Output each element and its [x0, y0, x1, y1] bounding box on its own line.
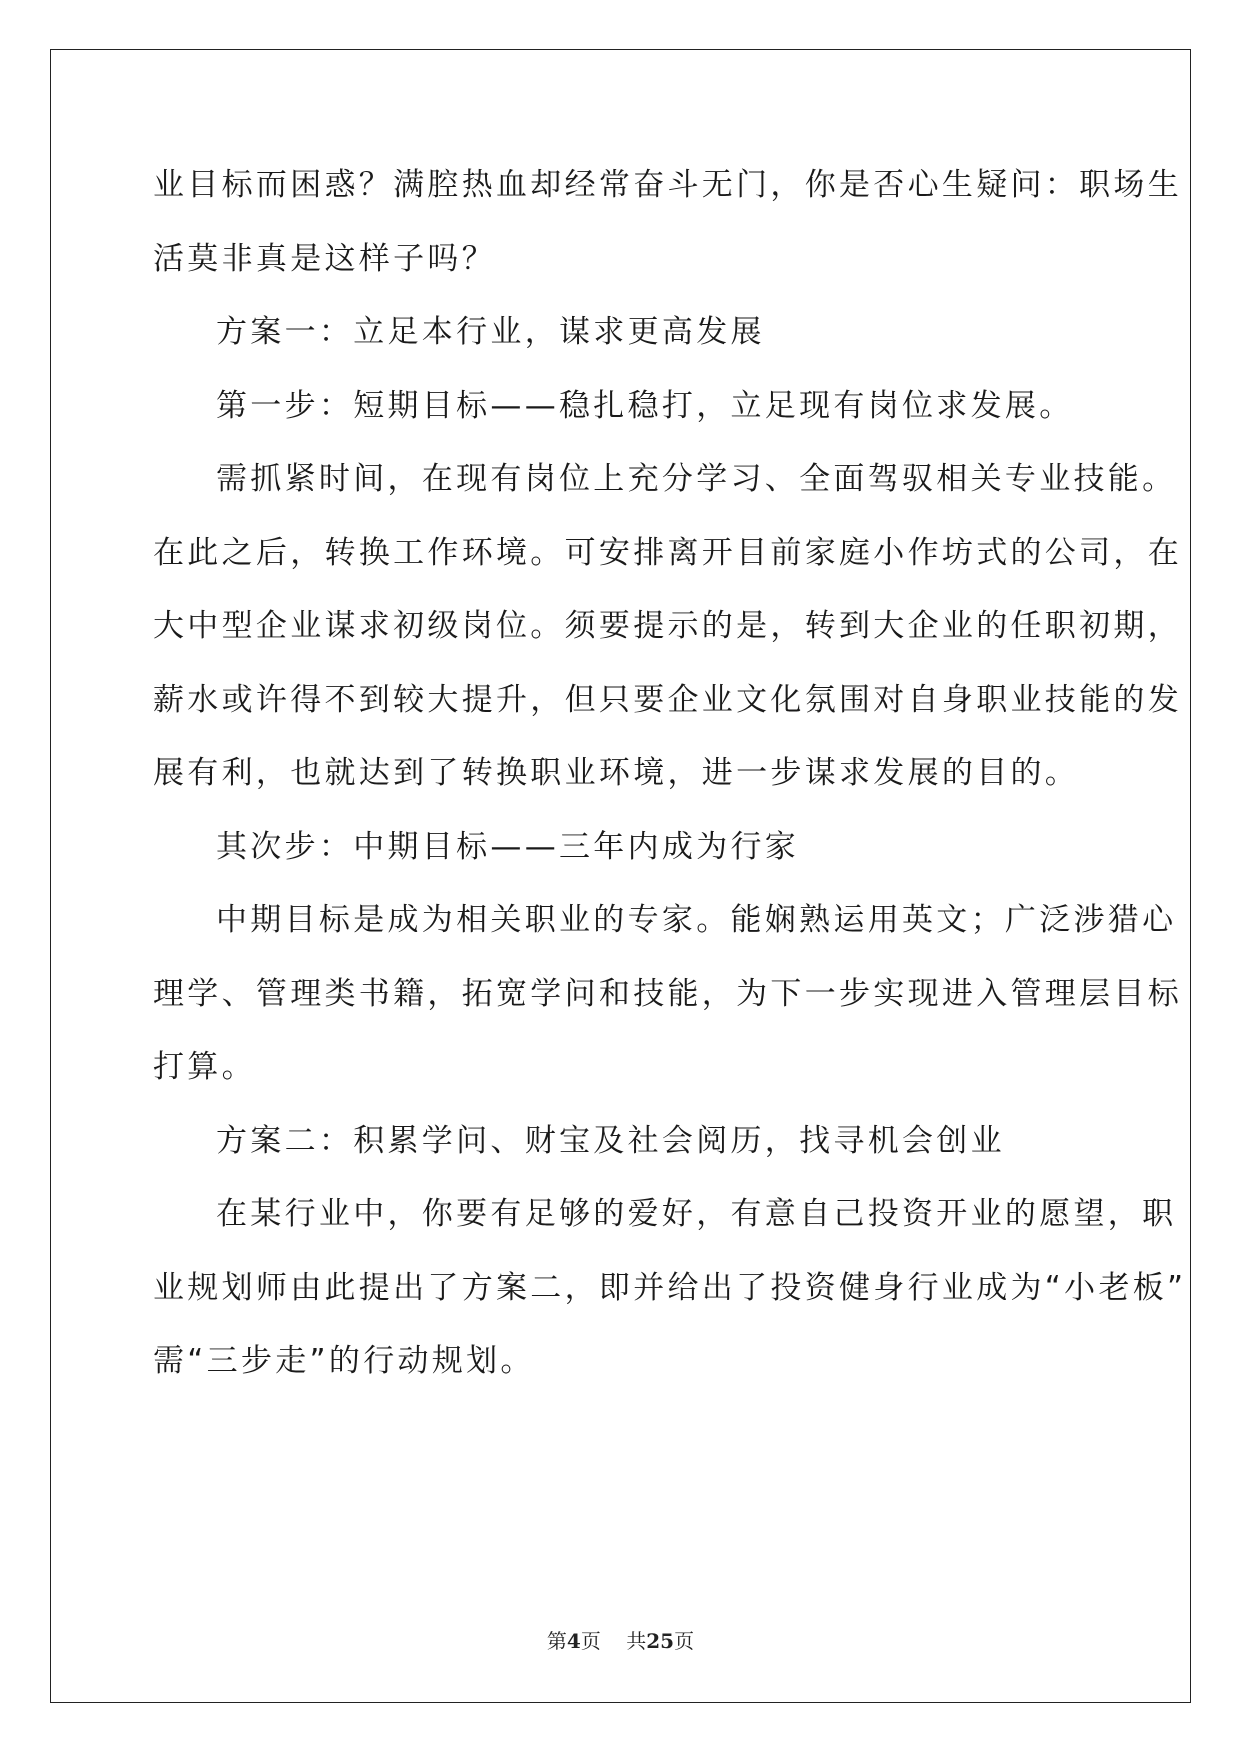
- page-border: [50, 49, 1191, 1703]
- text-line: 理学、管理类书籍，拓宽学问和技能，为下一步实现进入管理层目标: [153, 975, 1182, 1012]
- page-number: 4: [566, 1629, 581, 1653]
- footer-total-prefix: 共: [626, 1629, 647, 1653]
- footer-page-suffix: 页: [580, 1629, 601, 1653]
- text-line: 业规划师由此提出了方案二，即并给出了投资健身行业成为“小老板”: [153, 1269, 1187, 1306]
- text-line: 活莫非真是这样子吗？: [153, 240, 496, 277]
- text-line: 需抓紧时间，在现有岗位上充分学习、全面驾驭相关专业技能。: [216, 461, 1177, 497]
- section-heading: 方案二：积累学问、财宝及社会阅历，找寻机会创业: [216, 1122, 1005, 1159]
- total-pages: 25: [646, 1629, 675, 1653]
- text-line: 在此之后，转换工作环境。可安排离开目前家庭小作坊式的公司，在: [153, 534, 1182, 571]
- text-line: 薪水或许得不到较大提升，但只要企业文化氛围对自身职业技能的发: [153, 681, 1182, 718]
- step-heading: 其次步：中期目标——三年内成为行家: [216, 828, 800, 865]
- text-line: 在某行业中，你要有足够的爱好，有意自己投资开业的愿望，职: [216, 1196, 1177, 1232]
- step-heading: 第一步：短期目标——稳扎稳打，立足现有岗位求发展。: [216, 387, 1074, 424]
- page-footer: [0, 1627, 1241, 1655]
- text-line: 展有利，也就达到了转换职业环境，进一步谋求发展的目的。: [153, 755, 1080, 791]
- text-line: 业目标而困惑？满腔热血却经常奋斗无门，你是否心生疑问：职场生: [153, 167, 1182, 203]
- text-line: 需“三步走”的行动规划。: [153, 1343, 535, 1379]
- text-line: 打算。: [153, 1049, 256, 1085]
- text-line: 大中型企业谋求初级岗位。须要提示的是，转到大企业的任职初期，: [153, 608, 1182, 644]
- section-heading: 方案一：立足本行业，谋求更高发展: [216, 314, 765, 350]
- footer-prefix: 第: [546, 1629, 567, 1653]
- footer-total-suffix: 页: [674, 1629, 695, 1653]
- text-line: 中期目标是成为相关职业的专家。能娴熟运用英文；广泛涉猎心: [216, 902, 1177, 938]
